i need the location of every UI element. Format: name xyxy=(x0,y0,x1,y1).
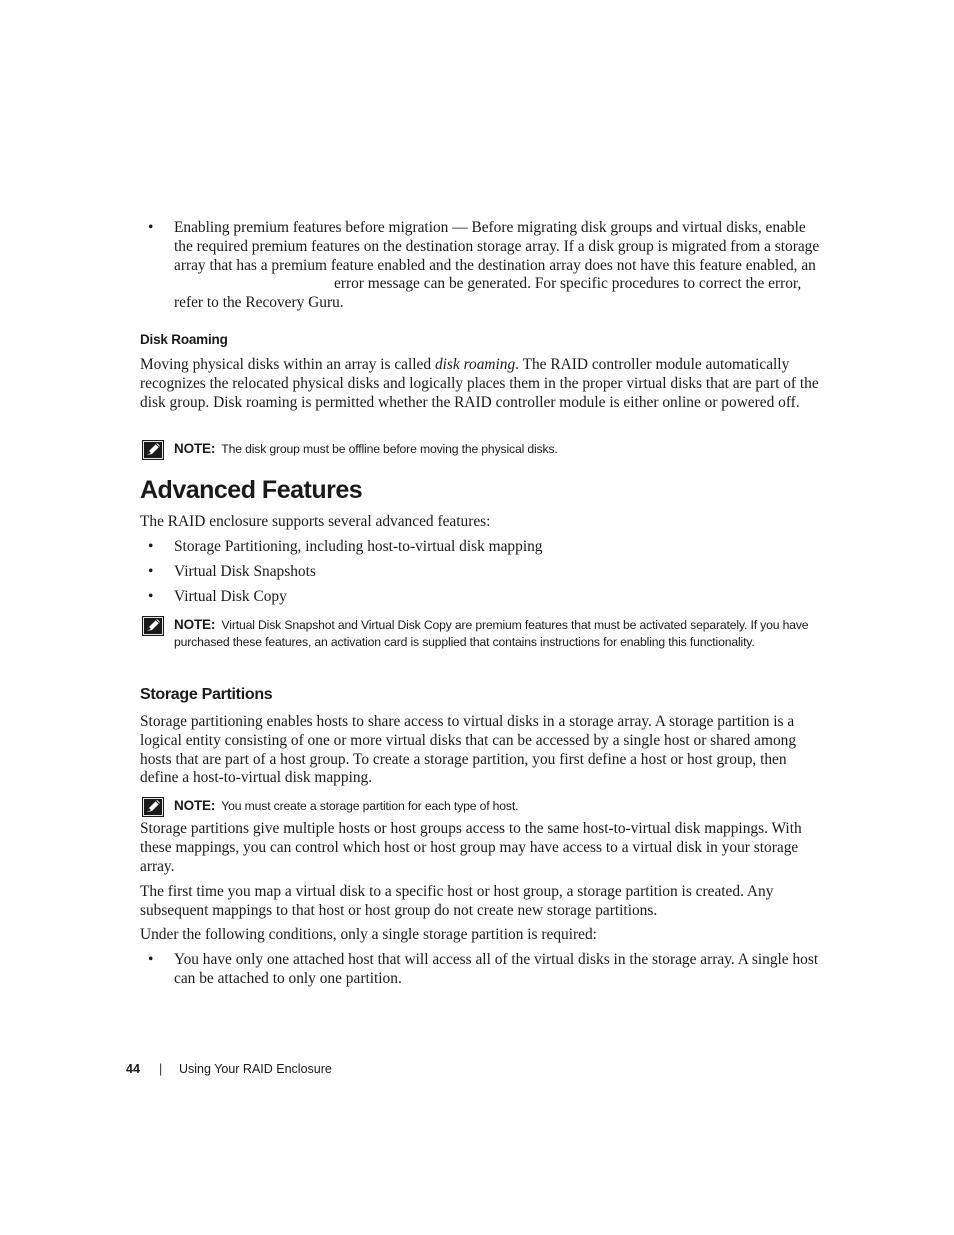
note-storage-partition xyxy=(140,797,820,815)
note-text xyxy=(174,616,820,651)
page-number: 44 xyxy=(126,1062,140,1076)
disk-roaming-text-before: Moving physical disks within an array is called xyxy=(140,356,435,373)
single-host-condition: You have only one attached host that will access all of the virtual disks in the storage array. A single host can be attached to only one partition. xyxy=(174,951,819,987)
list-item xyxy=(140,951,820,989)
note-pencil-icon xyxy=(142,797,164,817)
note-pencil-icon xyxy=(142,616,164,636)
footer-title: Using Your RAID Enclosure xyxy=(179,1062,332,1076)
disk-roaming-text-after: . The RAID controller module automatically recognizes the relocated physical disks and logically places them in the proper virtual disks that are part of the disk group. Disk roaming is permitted whether the RAID controller module is either online or powered off. xyxy=(140,356,819,411)
note-label: NOTE: xyxy=(174,798,216,813)
bullet-marker: • xyxy=(148,951,154,968)
list-item xyxy=(140,538,820,557)
storage-partitions-paragraph-4: Under the following conditions, only a single storage partition is required: xyxy=(140,926,597,943)
bullet-marker: • xyxy=(148,562,154,580)
bullet-marker: • xyxy=(148,587,154,605)
disk-roaming-paragraph xyxy=(140,356,820,412)
disk-roaming-heading: Disk Roaming xyxy=(140,332,228,347)
storage-partitions-paragraph-3: The first time you map a virtual disk to a specific host or host group, a storage partition is created. Any subsequent mappings to that host or host group do not create new storage partitions. xyxy=(140,883,774,919)
storage-partitions-paragraph-2: Storage partitions give multiple hosts or host groups access to the same host-to-virtual disk mappings. With these mappings, you can control which host or host group may have access to a virtual disk in your storage array. xyxy=(140,820,802,875)
storage-partitions-paragraph-1: Storage partitioning enables hosts to share access to virtual disks in a storage array. A storage partition is a logical entity consisting of one or more virtual disks that can be accessed by a single host or shared among hosts that are part of a host group. To create a storage partition, you first define a host or host group, then define a host-to-virtual disk mapping. xyxy=(140,713,797,787)
note-disk-roaming xyxy=(140,440,820,458)
list-item xyxy=(140,563,820,582)
note-text xyxy=(174,440,820,458)
feature-virtual-disk-copy: Virtual Disk Copy xyxy=(174,587,287,605)
note-pencil-icon xyxy=(142,440,164,460)
note-premium-features xyxy=(140,616,820,651)
storage-partitions-heading: Storage Partitions xyxy=(140,686,273,703)
footer-separator: | xyxy=(159,1062,163,1076)
advanced-features-intro: The RAID enclosure supports several advanced features: xyxy=(140,513,491,530)
advanced-features-heading: Advanced Features xyxy=(140,476,363,504)
note-body: You must create a storage partition for each type of host. xyxy=(221,799,519,813)
note-label: NOTE: xyxy=(174,441,216,456)
feature-virtual-disk-snapshots: Virtual Disk Snapshots xyxy=(174,562,316,580)
disk-roaming-term: disk roaming xyxy=(434,356,516,373)
list-item xyxy=(140,588,820,607)
list-item xyxy=(140,219,820,313)
note-body: Virtual Disk Snapshot and Virtual Disk Copy are premium features that must be activated separately. If you have purchased these features, an activation card is supplied that contains instructions for enabling this functionality. xyxy=(174,618,809,649)
bullet-marker: • xyxy=(148,538,154,555)
note-body: The disk group must be offline before moving the physical disks. xyxy=(221,442,558,456)
migration-bullet-list xyxy=(140,219,820,313)
note-text xyxy=(174,797,820,815)
migration-text-after: error message can be generated. For specific procedures to correct the error, refer to the Recovery Guru. xyxy=(174,275,802,312)
advanced-features-list xyxy=(140,538,820,607)
bullet-marker: • xyxy=(148,219,154,236)
feature-storage-partitioning: Storage Partitioning, including host-to-virtual disk mapping xyxy=(174,538,543,555)
single-partition-conditions-list xyxy=(140,951,820,989)
migration-text-before: Enabling premium features before migration — Before migrating disk groups and virtual disks, enable the required premium features on the destination storage array. If a disk group is migrated from a storage array that has a premium feature enabled and the destination array does not have this feature enabled, an xyxy=(174,219,820,274)
note-label: NOTE: xyxy=(174,617,216,632)
